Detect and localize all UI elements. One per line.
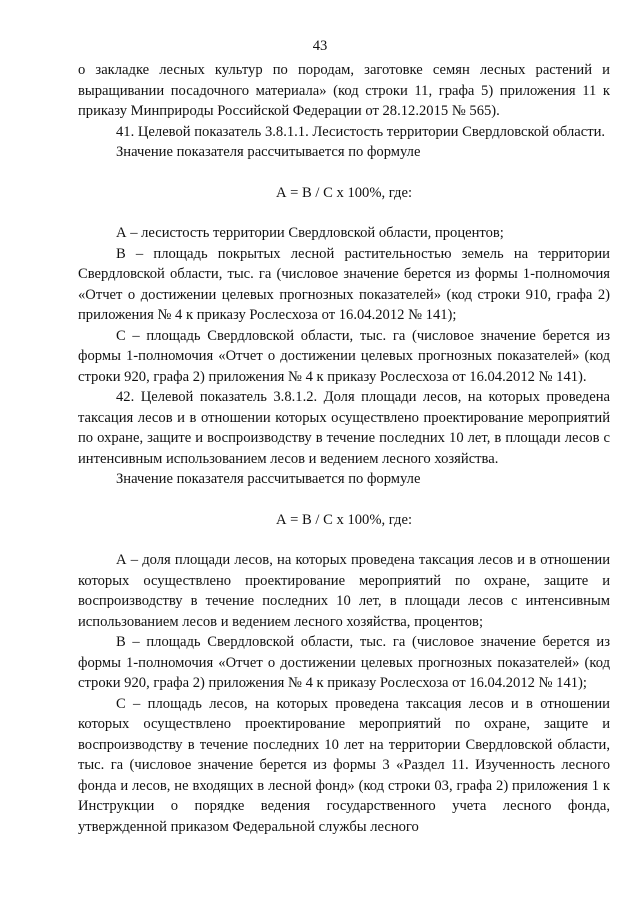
paragraph-formula-intro: Значение показателя рассчитывается по формуле xyxy=(116,144,421,160)
definition-c: С – площадь лесов, на которых проведена таксация лесов и в отношении которых осуществлено проектирование мероприятий по охране, защите и воспроизводству в течение последних 10 лет на территории Свердловской области, тыс. га (числовое значение берется из формы 3 «Раздел 11. Изученность лесного фонда и лесов, не входящих в лесной фонд» (код строки 03, графа 2) приложения 1 к Инструкции о порядке ведения государственного учета лесного фонда, утвержденной приказом Федеральной службы лесного xyxy=(78,695,610,835)
definition-b: В – площадь покрытых лесной растительностью земель на территории Свердловской области, тыс. га (числовое значение берется из формы 1-полномочия «Отчет о достижении целевых прогнозных показателей» (код строки 910, графа 2) приложения № 4 к приказу Рослесхоза от 16.04.2012 № 141); xyxy=(78,245,610,323)
document-body xyxy=(78,60,610,837)
definition-c: С – площадь Свердловской области, тыс. га (числовое значение берется из формы 1-полномочия «Отчет о достижении целевых прогнозных показателей» (код строки 920, графа 2) приложения № 4 к приказу Рослесхоза от 16.04.2012 № 141). xyxy=(78,327,610,385)
paragraph-item-41: 41. Целевой показатель 3.8.1.1. Лесистость территории Свердловской области. xyxy=(116,123,606,140)
paragraph-formula-intro: Значение показателя рассчитывается по формуле xyxy=(116,471,421,487)
definition-a: А – лесистость территории Свердловской области, процентов; xyxy=(116,225,504,241)
formula: А = В / С х 100%, где: xyxy=(275,511,413,528)
formula: А = В / С х 100%, где: xyxy=(275,184,413,201)
definition-b: В – площадь Свердловской области, тыс. га (числовое значение берется из формы 1-полномочия «Отчет о достижении целевых прогнозных показателей» (код строки 920, графа 2) приложения № 4 к приказу Рослесхоза от 16.04.2012 № 141); xyxy=(78,634,610,691)
definition-a: А – доля площади лесов, на которых проведена таксация лесов и в отношении которых осуществлено проектирование мероприятий по охране, защите и воспроизводству в течение последних 10 лет, в площади лесов с интенсивным использованием лесов и ведением лесного хозяйства, процентов; xyxy=(78,552,610,630)
page-number: 43 xyxy=(312,38,328,54)
paragraph-continuation: о закладке лесных культур по породам, заготовке семян лесных растений и выращивании посадочного материала» (код строки 11, графа 5) приложения 11 к приказу Минприроды Российской Федерации от 28.12.2015 № 565). xyxy=(78,62,610,119)
paragraph-item-42: 42. Целевой показатель 3.8.1.2. Доля площади лесов, на которых проведена таксация лесов и в отношении которых осуществлено проектирование мероприятий по охране, защите и воспроизводству в течение последних 10 лет, в площади лесов с интенсивным использованием лесов и ведением лесного хозяйства. xyxy=(78,389,610,467)
